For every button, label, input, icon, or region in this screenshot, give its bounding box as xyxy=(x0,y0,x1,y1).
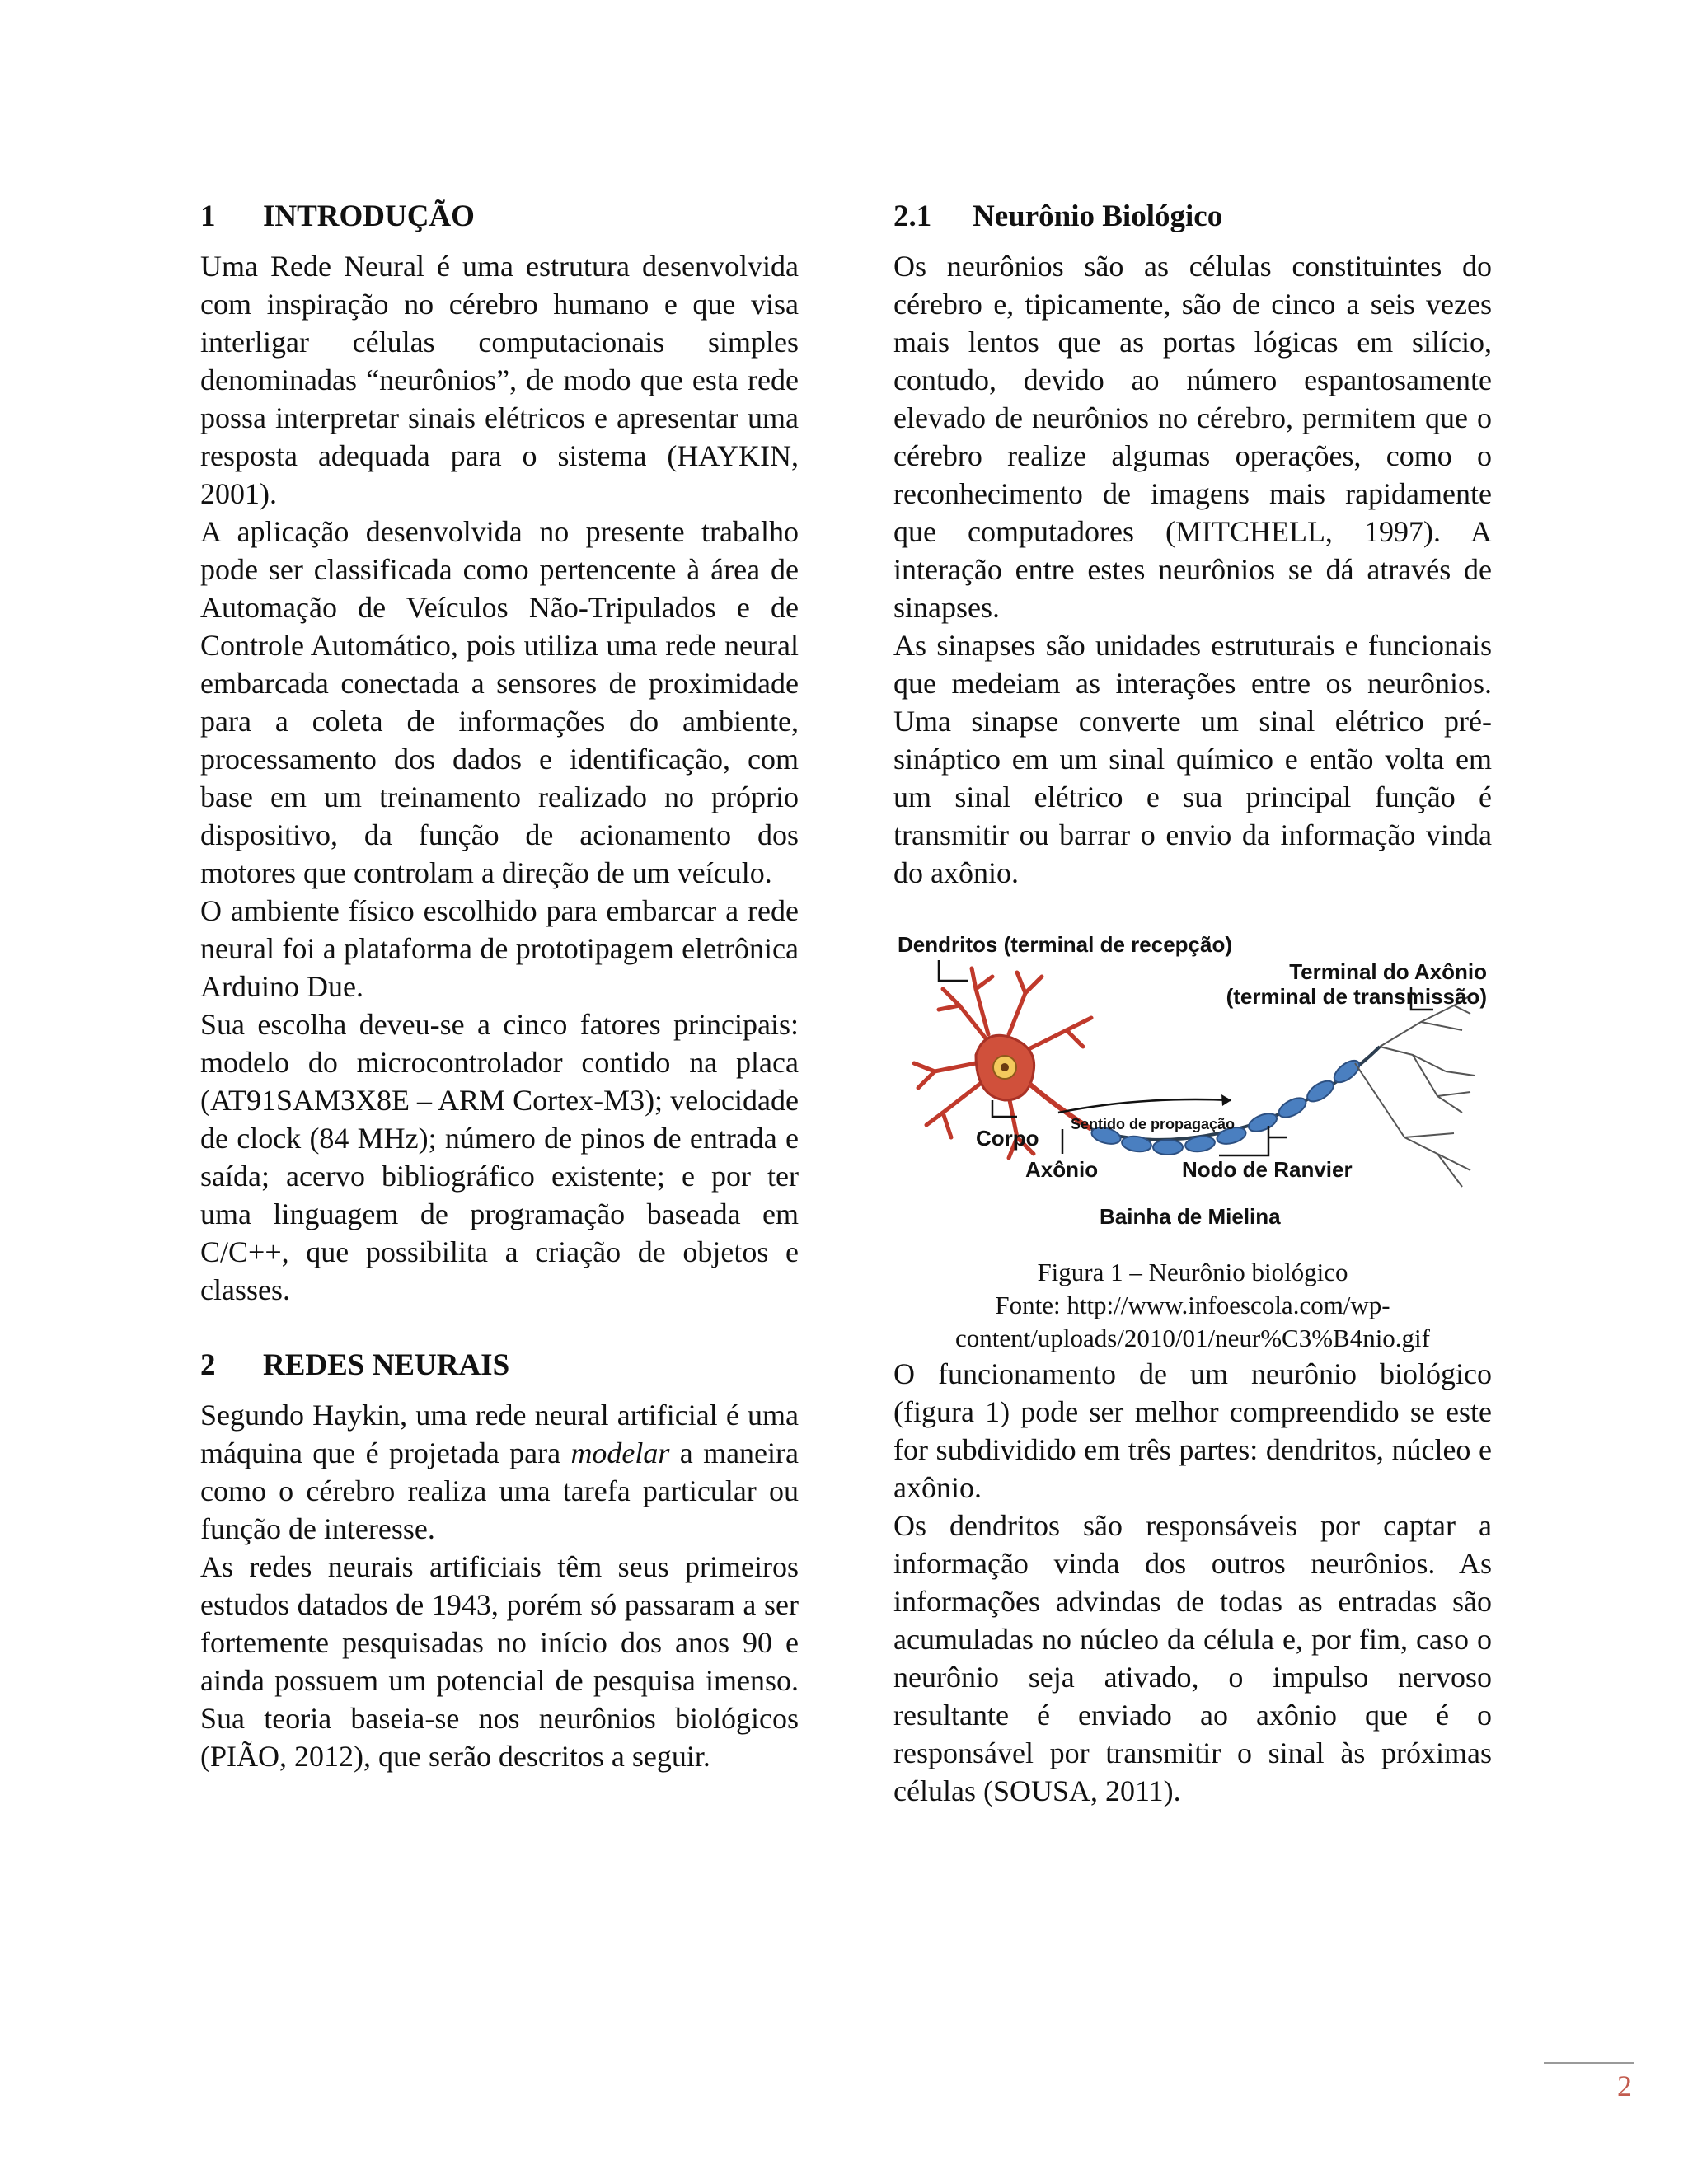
p1-text-after: a maneira como o cérebro realiza uma tarefa particular ou função de interesse. xyxy=(200,1436,799,1545)
label-bainha-mielina: Bainha de Mielina xyxy=(1100,1204,1281,1229)
figure-1 xyxy=(893,931,1492,1355)
biological-neuron-paragraph-1: Os neurônios são as células constituintes do cérebro e, tipicamente, são de cinco a seis vezes mais lentos que as portas lógicas em silício, contudo, devido ao número espantosamente elevado de neurônios no cérebro, permitem que o cérebro realize algumas operações, como o reconhecimento de imagens mais rapidamente que computadores (MITCHELL, 1997). A interação entre estes neurônios se dá através de sinapses. xyxy=(893,250,1492,624)
myelin-sheath xyxy=(1090,1057,1362,1155)
caption-source-1: Fonte: http://www.infoescola.com/wp- xyxy=(995,1291,1390,1319)
intro-paragraph-4: Sua escolha deveu-se a cinco fatores principais: modelo do microcontrolador contido na placa (AT91SAM3X8E – ARM Cortex-M3); velocidade de clock (84 MHz); número de pinos de entrada e saída; acervo bibliográfico existente; e por ter uma linguagem de programação baseada em C/C++, que possibilita a criação de objetos e classes. xyxy=(200,1008,799,1306)
label-corpo: Corpo xyxy=(976,1126,1039,1151)
section-1-heading xyxy=(200,198,799,236)
biological-neuron-paragraph-4: Os dendritos são responsáveis por captar a informação vinda dos outros neurônios. As informações advindas de todas as entradas são acumuladas no núcleo da célula e, por fim, caso o neurônio seja ativado, o impulso nervoso resultante é enviado ao axônio que é o responsável por transmitir o sinal às próximas células (SOUSA, 2011). xyxy=(893,1509,1492,1807)
biological-neuron-paragraph-3: O funcionamento de um neurônio biológico (figura 1) pode ser melhor compreendido se este for subdividido em três partes: dendritos, núcleo e axônio. xyxy=(893,1357,1492,1504)
section-2-1-title: Neurônio Biológico xyxy=(973,199,1223,233)
neuron-diagram xyxy=(893,931,1492,1253)
section-2-1-number: 2.1 xyxy=(893,199,932,233)
section-2-1-heading xyxy=(893,198,1492,236)
page-number: 2 xyxy=(1617,2069,1632,2102)
caption-title: Figura 1 – Neurônio biológico xyxy=(1037,1258,1348,1286)
label-terminal-transmissao: (terminal de transmissão) xyxy=(1226,984,1487,1009)
section-2-heading xyxy=(200,1347,799,1385)
neural-networks-paragraph-2: As redes neurais artificiais têm seus primeiros estudos datados de 1943, porém só passaram a ser fortemente pesquisadas no início dos anos 90 e ainda possuem um potencial de pesquisa imenso. Sua teoria baseia-se nos neurônios biológicos (PIÃO, 2012), que serão descritos a seguir. xyxy=(200,1550,799,1773)
label-axonio: Axônio xyxy=(1025,1157,1099,1182)
p1-emphasis: modelar xyxy=(570,1436,670,1469)
section-2-number: 2 xyxy=(200,1348,216,1382)
label-nodo-ranvier: Nodo de Ranvier xyxy=(1182,1157,1353,1182)
label-sentido-propagacao: Sentido de propagação xyxy=(1071,1116,1236,1132)
label-terminal-axonio: Terminal do Axônio xyxy=(1289,959,1487,984)
figure-caption xyxy=(893,1256,1492,1355)
right-column xyxy=(893,198,1492,1810)
neural-networks-paragraph-1 xyxy=(200,1396,799,1548)
label-dendritos: Dendritos (terminal de recepção) xyxy=(898,932,1232,957)
page-number-rule xyxy=(1544,2062,1634,2064)
p1-text-before: Segundo Haykin, uma rede neural artificial é uma máquina que é projetada para xyxy=(200,1399,799,1469)
section-2-title: REDES NEURAIS xyxy=(263,1348,510,1382)
section-1-number: 1 xyxy=(200,199,216,233)
biological-neuron-paragraph-2: As sinapses são unidades estruturais e funcionais que medeiam as interações entre os neurônios. Uma sinapse converte um sinal elétrico pré-sináptico em um sinal químico e então volta em um sinal elétrico e sua principal função é transmitir ou barrar o envio da informação vinda do axônio. xyxy=(893,629,1492,889)
axon-terminals xyxy=(1355,993,1475,1187)
intro-paragraph-2: A aplicação desenvolvida no presente trabalho pode ser classificada como pertencente à área de Automação de Veículos Não-Tripulados e de Controle Automático, pois utiliza uma rede neural embarcada conectada a sensores de proximidade para a coleta de informações do ambiente, processamento dos dados e identificação, com base em um treinamento realizado no próprio dispositivo, da função de acionamento dos motores que controlam a direção de um veículo. xyxy=(200,515,799,889)
left-column xyxy=(200,198,799,1775)
intro-paragraph-3: O ambiente físico escolhido para embarcar a rede neural foi a plataforma de prototipagem eletrônica Arduino Due. xyxy=(200,894,799,1003)
caption-source-2: content/uploads/2010/01/neur%C3%B4nio.gif xyxy=(954,1324,1430,1352)
section-1-title: INTRODUÇÃO xyxy=(263,199,475,233)
intro-paragraph-1: Uma Rede Neural é uma estrutura desenvolvida com inspiração no cérebro humano e que visa interligar células computacionais simples denominadas “neurônios”, de modo que esta rede possa interpretar sinais elétricos e apresentar uma resposta adequada para o sistema (HAYKIN, 2001). xyxy=(200,250,799,510)
propagation-arrow xyxy=(1058,1099,1231,1113)
